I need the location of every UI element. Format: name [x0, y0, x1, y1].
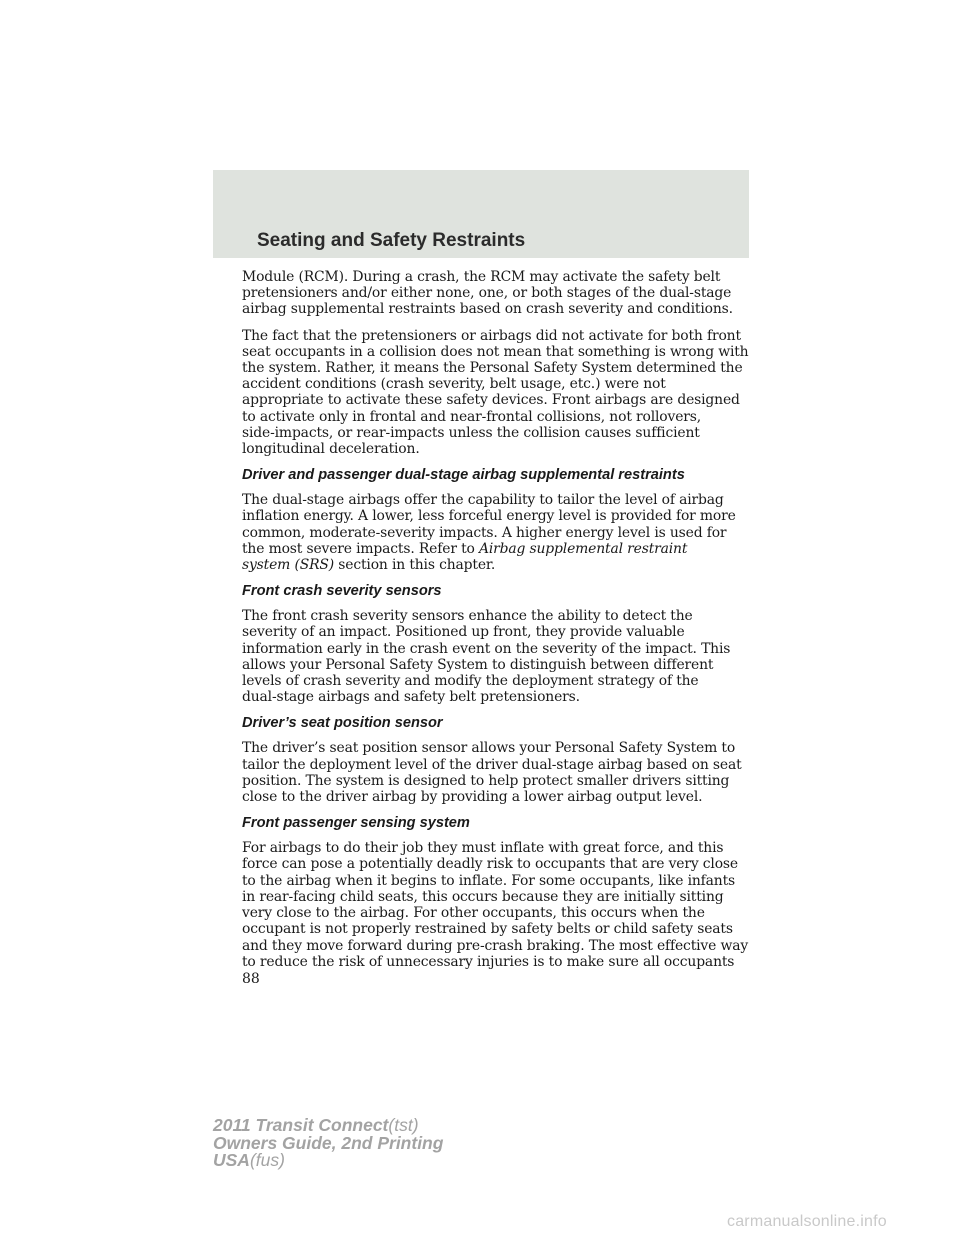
text-line: airbag supplemental restraints based on crash severity and conditions. — [242, 301, 733, 318]
manual-body — [242, 269, 752, 980]
text-line: occupant is not properly restrained by safety belts or child safety seats — [242, 921, 733, 938]
section-title: Seating and Safety Restraints — [257, 230, 526, 251]
document-footer — [213, 1117, 443, 1170]
text-line: allows your Personal Safety System to distinguish between different — [242, 656, 714, 673]
passenger-sensing-heading: Front passenger sensing system — [242, 815, 470, 832]
text-line: common, moderate-severity impacts. A higher energy level is used for — [242, 524, 727, 541]
dual-stage-heading: Driver and passenger dual-stage airbag supplemental restraints — [242, 467, 685, 484]
text-line: dual-stage airbags and safety belt pretensioners. — [242, 689, 580, 706]
crash-sensors-heading: Front crash severity sensors — [242, 583, 442, 600]
text-line: appropriate to activate these safety devices. Front airbags are designed — [242, 392, 740, 409]
text-line: For airbags to do their job they must inflate with great force, and this — [242, 840, 724, 857]
text-line — [242, 557, 752, 573]
text-line: to reduce the risk of unnecessary injuries is to make sure all occupants — [242, 953, 735, 970]
text-line: The front crash severity sensors enhance the ability to detect the — [242, 608, 693, 625]
text-line: pretensioners and/or either none, one, or both stages of the dual-stage — [242, 285, 732, 302]
watermark-link[interactable]: carmanualsonline.info — [727, 1213, 887, 1230]
seat-sensor-paragraph — [242, 740, 752, 805]
ref-suffix: section in this chapter. — [334, 557, 496, 574]
text-line: the system. Rather, it means the Personal Safety System determined the — [242, 360, 743, 377]
text-line: and they move forward during pre-crash braking. The most effective way — [242, 937, 749, 954]
text-line: accident conditions (crash severity, belt usage, etc.) were not — [242, 376, 666, 393]
text-line: The fact that the pretensioners or airbags did not activate for both front — [242, 327, 741, 344]
page-number: 88 — [242, 971, 260, 987]
text-line: inflation energy. A lower, less forceful energy level is provided for more — [242, 508, 736, 525]
ref-prefix: the most severe impacts. Refer to — [242, 540, 479, 557]
text-line: force can pose a potentially deadly risk to occupants that are very close — [242, 856, 738, 873]
intro-paragraph-1 — [242, 269, 752, 318]
text-line: to activate only in frontal and near-frontal collisions, not rollovers, — [242, 408, 702, 425]
text-line: in rear-facing child seats, this occurs because they are initially sitting — [242, 888, 724, 905]
footer-region: USA — [213, 1150, 250, 1170]
footer-model-code: (tst) — [388, 1115, 419, 1135]
text-line: position. The system is designed to help protect smaller drivers sitting — [242, 772, 730, 789]
text-line: Module (RCM). During a crash, the RCM may activate the safety belt — [242, 269, 721, 285]
text-line: The dual-stage airbags offer the capability to tailor the level of airbag — [242, 492, 724, 509]
dual-stage-paragraph — [242, 492, 752, 573]
text-line: tailor the deployment level of the driver dual-stage airbag based on seat — [242, 756, 742, 773]
passenger-sensing-paragraph — [242, 840, 752, 970]
footer-model: 2011 Transit Connect — [213, 1115, 389, 1135]
text-line — [242, 541, 752, 557]
text-line: The driver’s seat position sensor allows your Personal Safety System to — [242, 740, 736, 757]
text-line: levels of crash severity and modify the deployment strategy of the — [242, 673, 699, 690]
text-line: close to the driver airbag by providing a lower airbag output level. — [242, 789, 703, 806]
footer-guide: Owners Guide, 2nd Printing — [213, 1132, 444, 1153]
text-line: to the airbag when it begins to inflate. For some occupants, like infants — [242, 872, 735, 889]
footer-region-code: (fus) — [249, 1150, 285, 1170]
footer-line-region — [213, 1152, 443, 1170]
section-header-band — [213, 170, 749, 258]
intro-paragraph-2 — [242, 328, 752, 458]
srs-reference-link-part-1: Airbag supplemental restraint — [478, 540, 688, 557]
crash-sensors-paragraph — [242, 608, 752, 705]
text-line: very close to the airbag. For other occupants, this occurs when the — [242, 905, 705, 922]
text-line: longitudinal deceleration. — [242, 441, 420, 458]
seat-sensor-heading: Driver’s seat position sensor — [242, 715, 443, 732]
text-line: severity of an impact. Positioned up front, they provide valuable — [242, 624, 685, 641]
footer-line-model — [213, 1117, 443, 1135]
text-line: side-impacts, or rear-impacts unless the collision causes sufficient — [242, 424, 700, 441]
text-line: information early in the crash event on the severity of the impact. This — [242, 640, 731, 657]
text-line: seat occupants in a collision does not mean that something is wrong with — [242, 343, 749, 360]
srs-reference-link-part-2: system (SRS) — [242, 557, 335, 574]
